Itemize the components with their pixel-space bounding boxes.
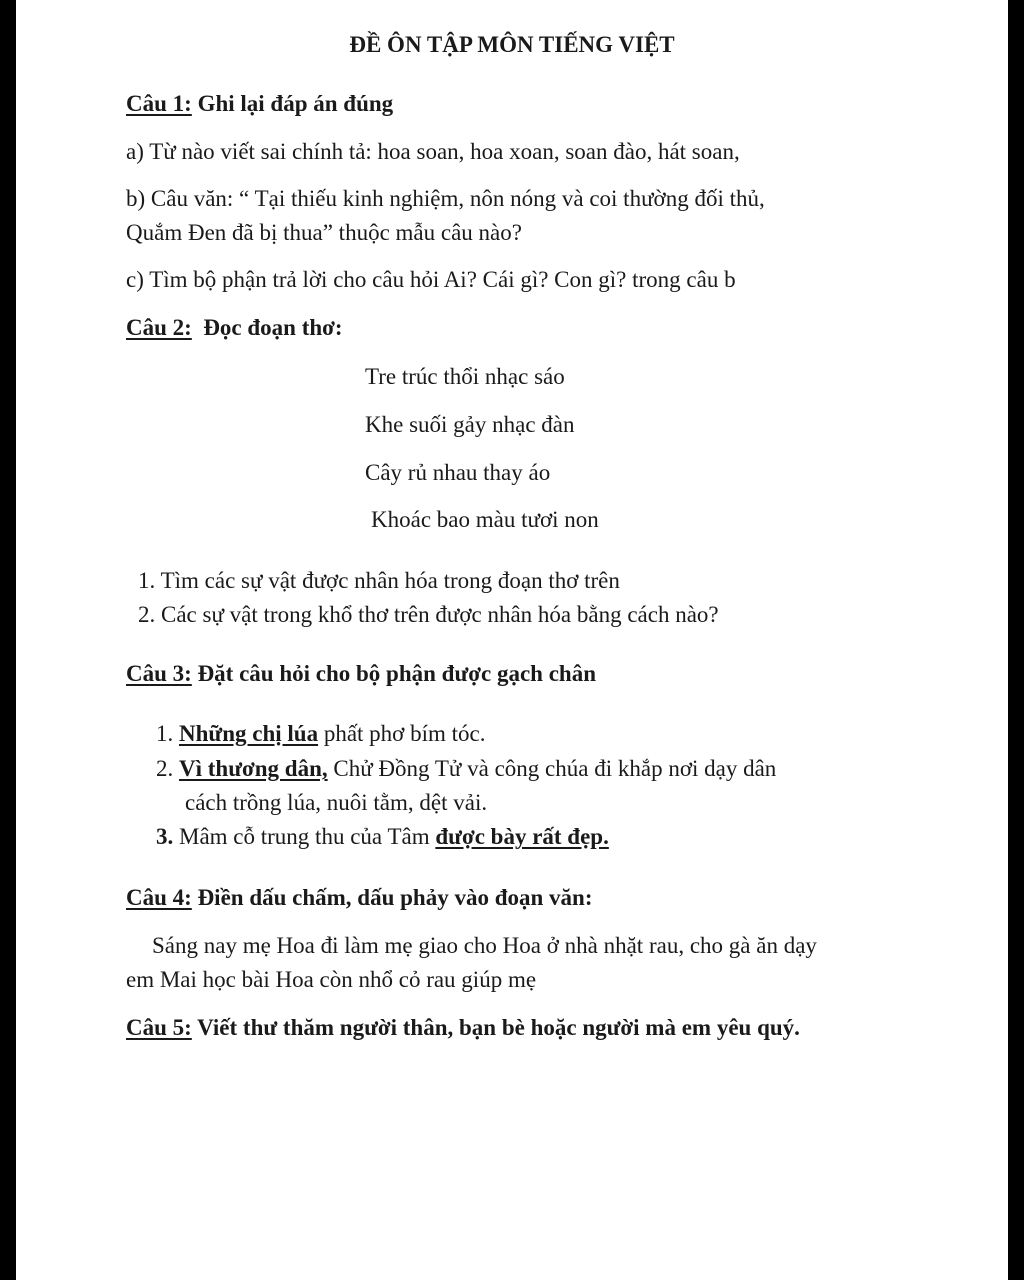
list-item [156,823,609,851]
q4-paragraph-line1: Sáng nay mẹ Hoa đi làm mẹ giao cho Hoa ở nhà nhặt rau, cho gà ăn dạy [152,933,817,958]
poem-line: Tre trúc thổi nhạc sáo [365,364,565,389]
q3-heading-text: Đặt câu hỏi cho bộ phận được gạch chân [197,661,597,686]
q4-label: Câu 4: [126,885,192,910]
q1-heading [126,90,393,118]
q3-heading [126,660,596,688]
list-number: 2. [138,602,156,627]
underlined-part: được bày rất đẹp. [435,824,609,849]
q4-heading-text: Điền dấu chấm, dấu phảy vào đoạn văn: [197,885,593,910]
list-item-text: Tìm các sự vật được nhân hóa trong đoạn thơ trên [160,568,620,593]
q4-heading [126,884,593,912]
q1-option-c: c) Tìm bộ phận trả lời cho câu hỏi Ai? Cái gì? Con gì? trong câu b [126,267,736,292]
underlined-part: Vì thương dân, [179,756,328,781]
list-item-continuation: cách trồng lúa, nuôi tằm, dệt vải. [185,790,488,815]
q4-paragraph-line2: em Mai học bài Hoa còn nhổ cỏ rau giúp mẹ [126,967,537,992]
list-item-text: Chử Đồng Tử và công chúa đi khắp nơi dạy dân [327,756,777,781]
q5-heading-text: Viết thư thăm người thân, bạn bè hoặc người mà em yêu quý. [197,1015,800,1040]
q1-option-a: a) Từ nào viết sai chính tả: hoa soan, hoa xoan, soan đào, hát soan, [126,139,740,164]
q5-label: Câu 5: [126,1015,192,1040]
q1-heading-text: Ghi lại đáp án đúng [197,91,394,116]
list-item [138,567,620,595]
q1-label: Câu 1: [126,91,192,116]
list-number: 2. [156,756,174,781]
q2-label: Câu 2: [126,315,192,340]
poem-line: Khoác bao màu tươi non [371,507,599,532]
list-item [156,755,776,783]
page-title: ĐỀ ÔN TẬP MÔN TIẾNG VIỆT [349,32,675,57]
list-item [156,720,485,748]
list-item-text: Mâm cỗ trung thu của Tâm [179,824,436,849]
list-number: 3. [156,824,174,849]
list-number: 1. [156,721,174,746]
q1-option-b-line1: b) Câu văn: “ Tại thiếu kinh nghiệm, nôn nóng và coi thường đối thủ, [126,186,765,211]
q2-heading-text: Đọc đoạn thơ: [203,315,343,340]
document-page [16,0,1008,1280]
q2-heading [126,314,343,342]
poem-line: Khe suối gảy nhạc đàn [365,412,575,437]
list-item-text: phất phơ bím tóc. [318,721,486,746]
underlined-part: Những chị lúa [179,721,319,746]
list-number: 1. [138,568,156,593]
list-item [138,601,719,629]
q1-option-b-line2: Quắm Đen đã bị thua” thuộc mẫu câu nào? [126,220,522,245]
q3-label: Câu 3: [126,661,192,686]
list-item-text: Các sự vật trong khổ thơ trên được nhân hóa bằng cách nào? [161,602,719,627]
q5-heading [126,1014,800,1042]
poem-line: Cây rủ nhau thay áo [365,460,551,485]
